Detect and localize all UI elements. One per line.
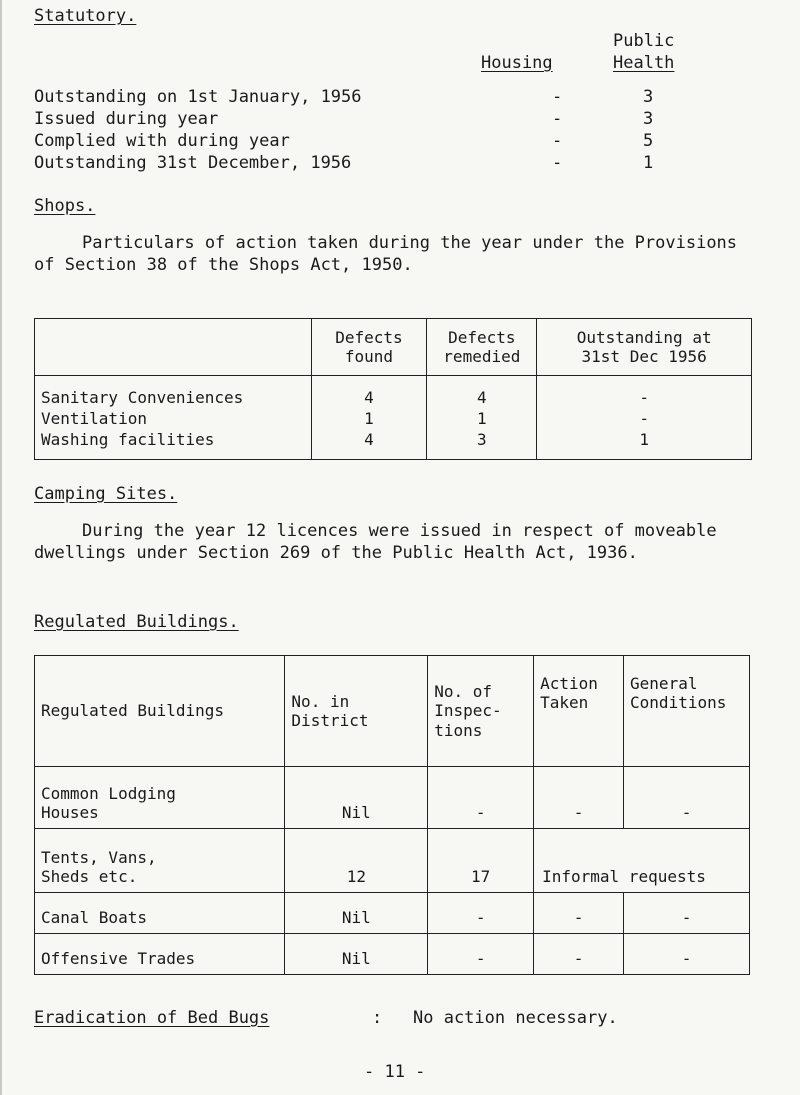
table-cell: 12: [285, 829, 428, 893]
table-row: [35, 376, 752, 408]
table-cell: 4: [427, 376, 537, 408]
camping-text: During the year 12 licences were issued in respect of moveable dwellings under Section 269 of the Public Health Act, 1936.: [34, 521, 717, 563]
heading-regulated: Regulated Buildings.: [34, 612, 239, 632]
table-row: [35, 408, 752, 430]
shops-table-header: [35, 319, 752, 376]
statutory-row-housing: -: [552, 87, 563, 107]
table-cell: 1: [311, 408, 427, 430]
table-cell: -: [537, 408, 752, 430]
statutory-row-label: Issued during year: [34, 109, 219, 129]
table-cell: 4: [311, 430, 427, 460]
statutory-row-label: Outstanding on 1st January, 1956: [34, 87, 362, 107]
regulated-header-buildings: Regulated Buildings: [35, 656, 285, 767]
table-cell: Canal Boats: [35, 893, 285, 934]
shops-header-blank: [35, 319, 312, 376]
table-cell: -: [428, 767, 534, 829]
table-cell: -: [534, 893, 624, 934]
table-cell: 4: [311, 376, 427, 408]
page-margin-line: [0, 0, 2, 1095]
statutory-row-health: 3: [643, 109, 654, 129]
col-public-line2: Health: [613, 53, 675, 73]
table-cell: Washing facilities: [35, 430, 312, 460]
shops-header-remedied: Defects remedied: [427, 319, 537, 376]
page-number: - 11 -: [364, 1062, 426, 1082]
table-cell: -: [624, 934, 750, 975]
table-cell: Informal requests: [534, 829, 750, 893]
regulated-header-district: No. in District: [285, 656, 428, 767]
statutory-row-health: 1: [643, 153, 654, 173]
table-cell: 17: [428, 829, 534, 893]
statutory-row-label: Complied with during year: [34, 131, 290, 151]
table-cell: Nil: [285, 767, 428, 829]
table-cell: Ventilation: [35, 408, 312, 430]
table-cell: Common Lodging Houses: [35, 767, 285, 829]
table-cell: Nil: [285, 893, 428, 934]
eradication-label: Eradication of Bed Bugs: [34, 1008, 270, 1028]
eradication-separator: :: [372, 1008, 383, 1028]
table-cell: -: [624, 767, 750, 829]
regulated-table-header: [35, 656, 750, 767]
table-cell: Tents, Vans, Sheds etc.: [35, 829, 285, 893]
table-cell: 1: [537, 430, 752, 460]
table-row: [35, 829, 750, 893]
table-cell: -: [428, 893, 534, 934]
regulated-header-conditions: General Conditions: [624, 656, 750, 767]
table-cell: Offensive Trades: [35, 934, 285, 975]
table-row: [35, 893, 750, 934]
table-cell: -: [428, 934, 534, 975]
eradication-value: No action necessary.: [413, 1008, 618, 1028]
regulated-header-inspections: No. of Inspec- tions: [428, 656, 534, 767]
heading-shops: Shops.: [34, 196, 96, 216]
shops-header-outstanding: Outstanding at 31st Dec 1956: [537, 319, 752, 376]
statutory-row-housing: -: [552, 109, 563, 129]
table-cell: Sanitary Conveniences: [35, 376, 312, 408]
statutory-row-housing: -: [552, 153, 563, 173]
statutory-row-health: 3: [643, 87, 654, 107]
statutory-row-label: Outstanding 31st December, 1956: [34, 153, 352, 173]
statutory-row-health: 5: [643, 131, 654, 151]
table-cell: Nil: [285, 934, 428, 975]
table-row: [35, 767, 750, 829]
heading-statutory: Statutory.: [34, 6, 137, 26]
regulated-table: [34, 655, 750, 975]
table-cell: -: [534, 767, 624, 829]
heading-camping: Camping Sites.: [34, 484, 178, 504]
table-cell: -: [624, 893, 750, 934]
table-cell: -: [534, 934, 624, 975]
col-housing: Housing: [481, 53, 553, 73]
table-cell: -: [537, 376, 752, 408]
shops-header-found: Defects found: [311, 319, 427, 376]
shops-table: [34, 318, 752, 460]
regulated-header-action: Action Taken: [534, 656, 624, 767]
table-cell: 1: [427, 408, 537, 430]
table-cell: 3: [427, 430, 537, 460]
table-row: [35, 934, 750, 975]
shops-text: Particulars of action taken during the year under the Provisions of Section 38 of the Shops Act, 1950.: [34, 233, 738, 275]
col-public-line1: Public: [613, 31, 675, 51]
statutory-row-housing: -: [552, 131, 563, 151]
table-row: [35, 430, 752, 460]
